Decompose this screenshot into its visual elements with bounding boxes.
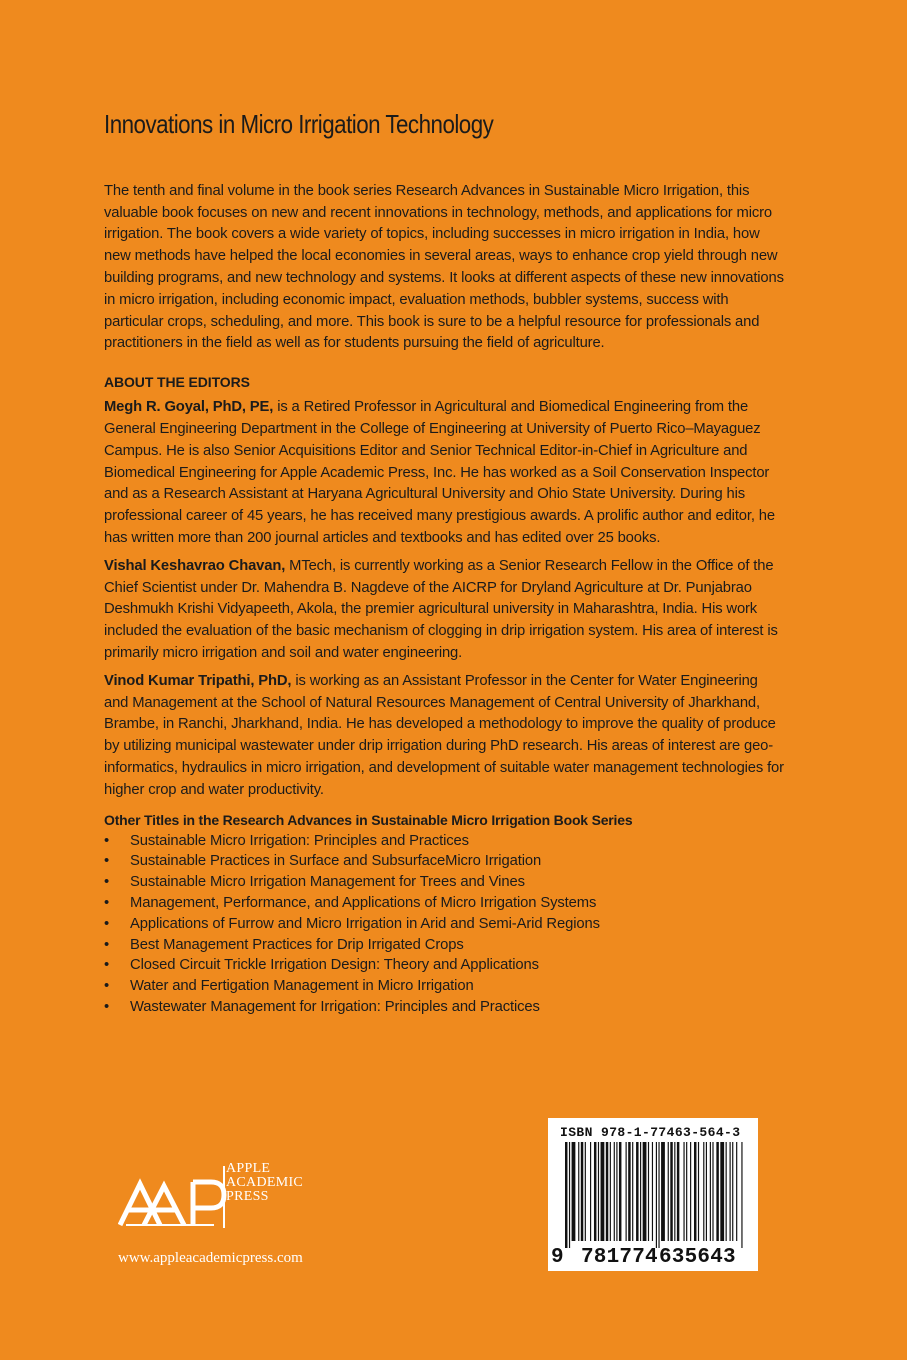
editor-name-chavan: Vishal Keshavrao Chavan, xyxy=(104,557,286,574)
isbn-label: ISBN 978-1-77463-564-3 xyxy=(560,1125,741,1140)
barcode-bar xyxy=(736,1142,737,1241)
barcode-bar xyxy=(619,1142,621,1241)
bullet-icon: • xyxy=(104,936,110,953)
editor-description-goyal: is a Retired Professor in Agricultural and Biomedical Engineering from the General Engineering Department in the College of Engineering at University of Puerto Rico–Mayaguez Campus. He is also Senior Acquisitions Editor and Senior Technical Editor-in-Chief in Agriculture and Biomedical Engineering for Apple Academic Press, Inc. He has worked as a Soil Conservation Inspector and as a Research Assistant at Haryana Agricultural University and Ohio State University. During his professional career of 45 years, he has received many prestigious awards. A prolific author and editor, he has written more than 200 journal articles and textbooks and has edited over 25 books. xyxy=(104,399,775,547)
barcode-bar xyxy=(730,1142,731,1241)
barcode-bar xyxy=(698,1142,699,1241)
bullet-icon: • xyxy=(104,853,110,870)
series-title-item xyxy=(104,851,784,872)
series-title-text: Wastewater Management for Irrigation: Principles and Practices xyxy=(130,998,540,1015)
barcode-bar xyxy=(706,1142,707,1241)
series-title-item xyxy=(104,831,784,852)
publisher-name-line: ACADEMIC xyxy=(226,1175,304,1190)
editor-name-tripathi: Vinod Kumar Tripathi, PhD, xyxy=(104,672,292,689)
barcode-bar xyxy=(616,1142,617,1241)
barcode-digit-group: 9 xyxy=(551,1246,564,1269)
editor-bio-chavan xyxy=(104,556,784,665)
barcode-bar xyxy=(703,1142,704,1241)
series-title-text: Best Management Practices for Drip Irrigated Crops xyxy=(130,936,464,953)
barcode-digit-group: 635643 xyxy=(659,1246,736,1269)
publisher-website: www.appleacademicpress.com xyxy=(118,1250,303,1266)
publisher-name-line: APPLE xyxy=(226,1161,271,1176)
barcode-bar xyxy=(732,1142,733,1241)
barcode-bar xyxy=(694,1142,696,1241)
barcode-bar xyxy=(643,1142,647,1241)
bullet-icon: • xyxy=(104,957,110,974)
barcode-bar xyxy=(726,1142,727,1241)
barcode-bar xyxy=(648,1142,649,1241)
barcode-bar xyxy=(565,1142,567,1248)
cover-text-column xyxy=(104,110,784,1018)
barcode-bar xyxy=(670,1142,672,1241)
series-title-item xyxy=(104,914,784,935)
barcode-bar xyxy=(686,1142,687,1241)
series-title-text: Sustainable Practices in Surface and SubsurfaceMicro Irrigation xyxy=(130,853,542,870)
series-heading: Other Titles in the Research Advances in Sustainable Micro Irrigation Book Series xyxy=(104,811,633,828)
series-title-item xyxy=(104,893,784,914)
barcode-bar xyxy=(636,1142,638,1241)
barcode-bar xyxy=(674,1142,675,1241)
series-title-text: Sustainable Micro Irrigation: Principles and Practices xyxy=(130,832,469,849)
barcode-bar xyxy=(658,1142,659,1248)
barcode-bar xyxy=(585,1142,586,1241)
editor-description-tripathi: is working as an Assistant Professor in the Center for Water Engineering and Management at the School of Natural Resources Management of Central University of Jharkhand, Brambe, in Ranchi, Jharkhand, India. He has developed a methodology to improve the quality of produce by utilizing municipal wastewater under drip irrigation during PhD research. His areas of interest are geo-informatics, hydraulics in micro irrigation, and development of suitable water management technologies for higher crop and water productivity. xyxy=(104,672,784,798)
barcode-bar xyxy=(652,1142,653,1241)
barcode-bar xyxy=(628,1142,630,1241)
bullet-icon: • xyxy=(104,915,110,932)
aap-logo-icon xyxy=(118,1162,240,1232)
barcode-bar xyxy=(661,1142,665,1241)
barcode-bar xyxy=(632,1142,633,1241)
barcode-bar xyxy=(677,1142,679,1241)
barcode-bar xyxy=(712,1142,713,1241)
barcode-bar xyxy=(668,1142,669,1241)
series-title-text: Closed Circuit Trickle Irrigation Design: Theory and Applications xyxy=(130,957,539,974)
barcode-bar xyxy=(640,1142,641,1241)
barcode-bar xyxy=(710,1142,711,1241)
publisher-logo xyxy=(118,1162,358,1272)
publisher-name xyxy=(226,1162,346,1204)
series-title-text: Water and Fertigation Management in Micro Irrigation xyxy=(130,978,474,995)
bullet-icon: • xyxy=(104,832,110,849)
series-title-item xyxy=(104,872,784,893)
series-title-item xyxy=(104,935,784,956)
series-title-text: Management, Performance, and Applications of Micro Irrigation Systems xyxy=(130,895,597,911)
series-title-text: Applications of Furrow and Micro Irrigation in Arid and Semi-Arid Regions xyxy=(130,915,600,932)
barcode-bar xyxy=(601,1142,605,1241)
barcode-digit-group: 781774 xyxy=(581,1246,658,1269)
barcode-bar xyxy=(606,1142,608,1241)
bullet-icon: • xyxy=(104,978,110,995)
barcode-bar xyxy=(716,1142,718,1241)
series-title-text: Sustainable Micro Irrigation Management for Trees and Vines xyxy=(130,874,525,891)
series-title-item xyxy=(104,997,784,1018)
barcode-bar xyxy=(590,1142,591,1241)
barcode-bar xyxy=(683,1142,684,1241)
publisher-name-line: PRESS xyxy=(226,1189,269,1204)
barcode-graphic xyxy=(565,1142,744,1248)
barcode-bar xyxy=(720,1142,724,1241)
barcode-bar xyxy=(610,1142,611,1241)
editor-bio-goyal xyxy=(104,397,784,550)
barcode-number xyxy=(548,1246,758,1269)
barcode-bar xyxy=(572,1142,576,1241)
series-title-list xyxy=(104,831,784,1018)
series-title-item xyxy=(104,955,784,976)
bullet-icon: • xyxy=(104,874,110,891)
about-editors-heading: ABOUT THE EDITORS xyxy=(104,374,250,391)
barcode-bar xyxy=(690,1142,691,1241)
bullet-icon: • xyxy=(104,895,110,911)
editor-description-chavan: MTech, is currently working as a Senior Research Fellow in the Office of the Chief Scientist under Dr. Mahendra B. Nagdeve of the AICRP for Dryland Agriculture at Dr. Punjabrao Deshmukh Krishi Vidyapeeth, Akola, the premier agricultural university in Maharashtra, India. His work included the evaluation of the basic mechanism of clogging in drip irrigation system. His area of interest is primarily micro irrigation and soil and water engineering. xyxy=(104,557,778,662)
barcode-bar xyxy=(626,1142,627,1241)
barcode-bar xyxy=(578,1142,579,1241)
series-title-item xyxy=(104,976,784,997)
editor-name-goyal: Megh R. Goyal, PhD, PE, xyxy=(104,399,274,416)
barcode-bar xyxy=(741,1142,742,1248)
bullet-icon: • xyxy=(104,998,110,1015)
barcode-bar xyxy=(614,1142,615,1241)
barcode-bar xyxy=(598,1142,599,1241)
barcode-bar xyxy=(656,1142,657,1248)
isbn-barcode-panel xyxy=(548,1118,758,1271)
barcode-bar xyxy=(594,1142,596,1241)
book-description: The tenth and final volume in the book series Research Advances in Sustainable Micro Irrigation, this valuable book focuses on new and recent innovations in technology, methods, and applications for micro irrigation. The book covers a wide variety of topics, including successes in micro irrigation in India, how new methods have helped the local economies in several areas, ways to enhance crop yield through new building programs, and new technology and systems. It looks at different aspects of these new innovations in micro irrigation, including economic impact, evaluation methods, bubbler systems, success with particular crops, scheduling, and more. This book is sure to be a helpful resource for professionals and practitioners in the field as well as for students pursuing the field of agriculture. xyxy=(104,182,784,352)
barcode-bar xyxy=(581,1142,583,1241)
book-title: Innovations in Micro Irrigation Technology xyxy=(104,109,494,139)
editor-bio-tripathi xyxy=(104,671,784,802)
barcode-bar xyxy=(569,1142,570,1248)
